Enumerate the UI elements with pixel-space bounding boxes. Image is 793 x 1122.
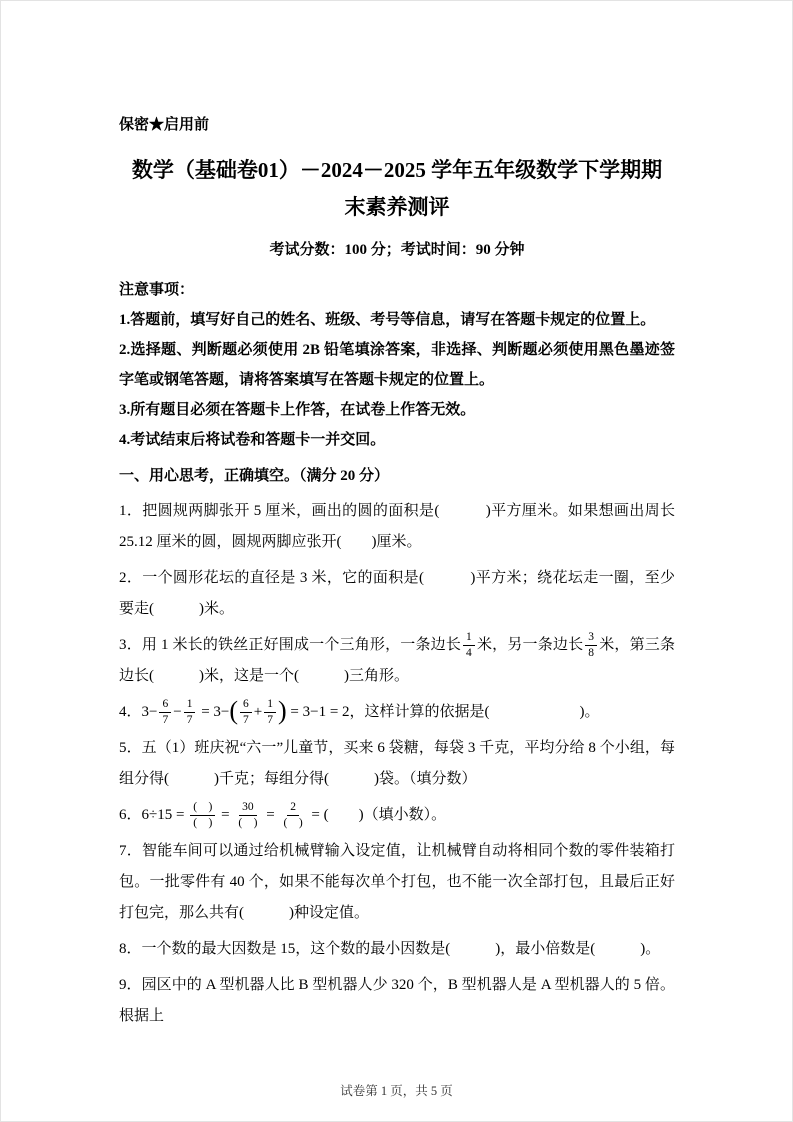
paper-title-line2: 末素养测评: [344, 194, 450, 219]
fraction: $\frac{6}{7}$: [159, 697, 171, 727]
note-item-4: 4.考试结束后将试卷和答题卡一并交回。: [119, 431, 386, 448]
note-item-3: 3.所有题目必须在答题卡上作答，在试卷上作答无效。: [119, 401, 476, 418]
fraction: $\frac{3}{8}$: [585, 630, 597, 660]
question-3: 3．用 1 米长的铁丝正好围成一个三角形，一条边长 $\frac{1}{4}$ 米，另一条边长 $\frac{3}{8}$ 米，第三条边长( )米，这是一个( )三角形。: [119, 631, 675, 684]
question-1: 1．把圆规两脚张开 5 厘米，画出的圆的面积是( )平方厘米。如果想画出周长 25.12 厘米的圆，圆规两脚应张开( )厘米。: [119, 502, 675, 550]
fraction: $\frac{1}{7}$: [184, 697, 196, 727]
fraction: $\frac{6}{7}$: [240, 697, 252, 727]
fraction: $\frac{1}{4}$: [463, 630, 475, 660]
question-5: 5．五（1）班庆祝“六一”儿童节，买来 6 袋糖，每袋 3 千克，平均分给 8 个小组，每组分得( )千克；每组分得( )袋。（填分数）: [119, 739, 675, 787]
paper-title: [119, 152, 675, 226]
exam-info: 考试分数：100 分；考试时间：90 分钟: [269, 241, 525, 258]
fraction: $\frac{( )}{( )}$: [190, 800, 215, 830]
fraction: $\frac{1}{7}$: [264, 697, 276, 727]
section1-heading: 一、用心思考，正确填空。（满分 20 分）: [119, 467, 390, 484]
question-7: 7．智能车间可以通过给机械臂输入设定值，让机械臂自动将相同个数的零件装箱打包。一批零件有 40 个，如果不能每次单个打包，也不能一次全部打包，且最后正好打包完，那么共有( )种设定值。: [119, 842, 675, 921]
page-footer: 试卷第 1 页，共 5 页: [340, 1084, 453, 1098]
fraction: $\frac{30}{( )}$: [238, 801, 258, 829]
fraction: $\frac{2}{( )}$: [283, 801, 303, 829]
security-note: 保密★启用前: [119, 117, 210, 133]
notes-heading: 注意事项：: [119, 281, 195, 298]
note-item-2: 2.选择题、判断题必须使用 2B 铅笔填涂答案，非选择、判断题必须使用黑色墨迹签字笔或钢笔答题，请将答案填写在答题卡规定的位置上。: [119, 341, 675, 388]
big-parenthesis: ): [278, 696, 287, 726]
question-4: 4．3− $\frac{6}{7}$ − $\frac{1}{7}$ = 3−( $\frac{6}{7}$ + $\frac{1}{7}$ ) = 3−1 = 2，这样计算的依据是( )。: [119, 696, 600, 726]
note-item-1: 1.答题前，填写好自己的姓名、班级、考号等信息，请写在答题卡规定的位置上。: [119, 311, 656, 328]
question-2: 2．一个圆形花坛的直径是 3 米，它的面积是( )平方米；绕花坛走一圈，至少要走( )米。: [119, 569, 675, 617]
question-9: 9．园区中的 A 型机器人比 B 型机器人少 320 个，B 型机器人是 A 型机器人的 5 倍。根据上: [119, 976, 675, 1024]
question-list: [119, 496, 675, 1032]
big-parenthesis: (: [229, 696, 239, 726]
paper-title-line1: 数学（基础卷01）－2024－2025 学年五年级数学下学期期: [131, 158, 663, 182]
question-6: 6．6÷15 = $\frac{( )}{( )}$ = $\frac{30}{( )}$ = $\frac{2}{( )}$ = ( )（填小数）。: [119, 801, 447, 829]
notes-list: [119, 305, 675, 455]
question-8: 8．一个数的最大因数是 15，这个数的最小因数是( )，最小倍数是( )。: [119, 940, 661, 957]
